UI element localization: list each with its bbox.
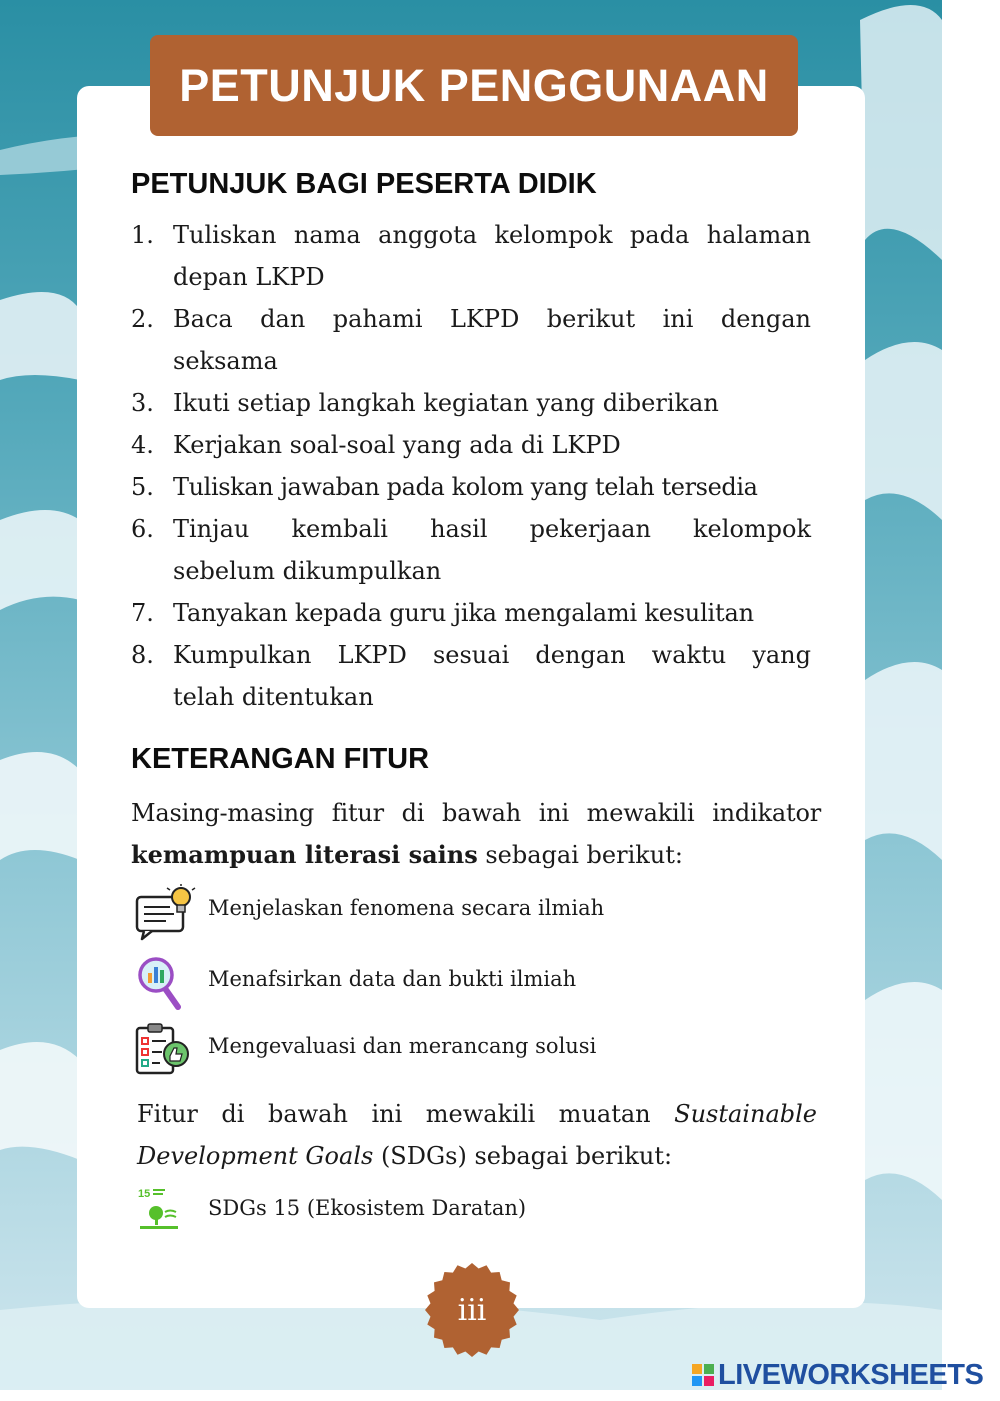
list-item: 3. Ikuti setiap langkah kegiatan yang diberikan <box>131 389 719 417</box>
feature-label: Menafsirkan data dan bukti ilmiah <box>208 967 577 991</box>
feature-intro: Masing-masing fitur di bawah ini mewakili indikator kemampuan literasi sains sebagai berikut: <box>131 799 821 869</box>
list-item: 2. Baca dan pahami LKPD berikut ini dengan seksama <box>131 305 811 375</box>
sdg15-life-on-land-icon <box>136 1186 180 1232</box>
list-item: 1. Tuliskan nama anggota kelompok pada halaman depan LKPD <box>131 221 811 291</box>
page-title: PETUNJUK PENGGUNAAN <box>150 35 798 136</box>
page-margin <box>942 0 1000 1401</box>
list-item: 8. Kumpulkan LKPD sesuai dengan waktu yang telah ditentukan <box>131 641 811 711</box>
section-heading-petunjuk: PETUNJUK BAGI PESERTA DIDIK <box>131 168 597 200</box>
section-heading-fitur: KETERANGAN FITUR <box>131 743 430 775</box>
svg-text:15: 15 <box>138 1188 151 1200</box>
checklist-thumbsup-icon <box>134 1022 190 1076</box>
list-item: 7. Tanyakan kepada guru jika mengalami kesulitan <box>131 599 754 627</box>
list-item: 6. Tinjau kembali hasil pekerjaan kelompok sebelum dikumpulkan <box>131 515 811 585</box>
sdg-intro: Fitur di bawah ini mewakili muatan Sustainable Development Goals (SDGs) sebagai berikut: <box>137 1100 817 1170</box>
page-number-badge <box>424 1262 520 1358</box>
instruction-list <box>131 214 811 718</box>
liveworksheets-logo: LIVEWORKSHEETS <box>692 1357 983 1393</box>
magnifier-chart-icon <box>136 955 184 1011</box>
feature-label: Mengevaluasi dan merancang solusi <box>208 1034 597 1058</box>
feature-label: Menjelaskan fenomena secara ilmiah <box>208 896 605 920</box>
chat-lightbulb-icon <box>134 883 198 941</box>
list-item: 5. Tuliskan jawaban pada kolom yang telah tersedia <box>131 473 758 501</box>
feature-label: SDGs 15 (Ekosistem Daratan) <box>208 1196 527 1220</box>
page-number: iii <box>457 1292 487 1328</box>
logo-grid-icon <box>692 1364 714 1386</box>
list-item: 4. Kerjakan soal-soal yang ada di LKPD <box>131 431 621 459</box>
